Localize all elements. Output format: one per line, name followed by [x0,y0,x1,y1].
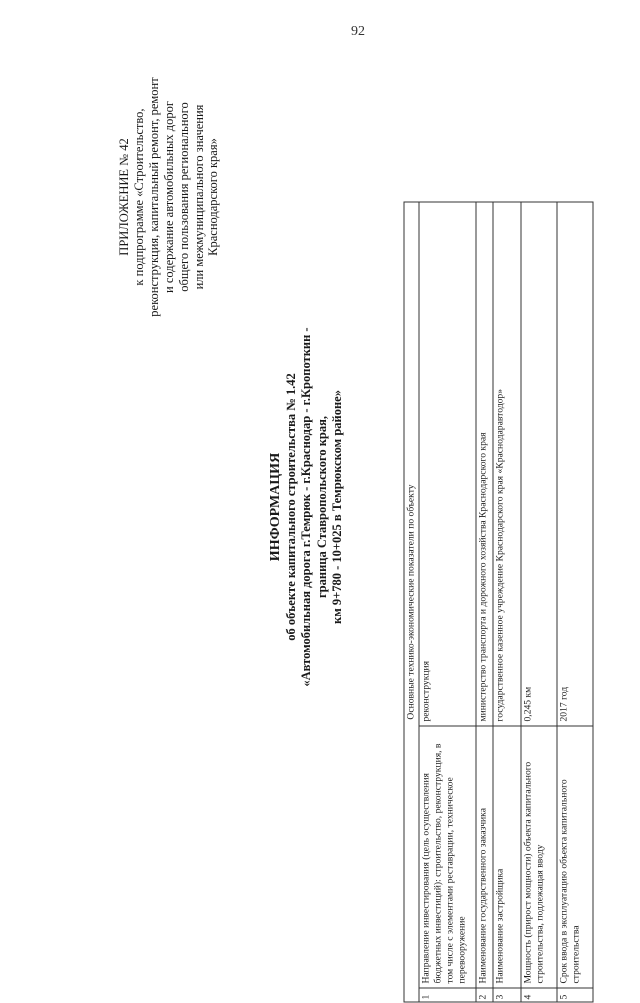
table-row [493,202,521,1002]
appendix-line: ПРИЛОЖЕНИЕ № 42 [117,138,131,256]
appendix-line: Краснодарского края» [206,138,221,256]
row-label: Мощность (прирост мощности) объекта капитального строительства, подлежащая вводу [521,726,557,988]
document-title [268,307,346,707]
table-header: Основные технико-экономические показатели по объекту [404,202,419,1002]
row-label: Срок ввода в эксплуатацию объекта капитального строительства [557,726,593,988]
appendix-block [117,47,221,347]
indicators-table-wrap [404,203,591,1003]
title-subheading: об объекте капитального строительства № 1.42 [283,373,298,641]
appendix-line: к подпрограмме «Строительство, [131,108,146,286]
indicators-table [404,201,594,1002]
appendix-line: реконструкция, капитальный ремонт, ремонт [146,77,161,317]
row-value: министерство транспорта и дорожного хозяйства Краснодарского края [476,202,493,726]
row-value: реконструкция [419,202,476,726]
row-number: 1 [419,988,476,1002]
appendix-line: общего пользования регионального [176,102,191,292]
row-value: государственное казенное учреждение Краснодарского края «Краснодаравтодор» [493,202,521,726]
title-object-line: км 9+780 - 10+025 в Темрюкском районе» [330,390,345,624]
row-value: 0,245 км [521,202,557,726]
row-number: 3 [493,988,521,1002]
table-row [557,202,593,1002]
page-number: 92 [351,24,365,39]
row-number: 5 [557,988,593,1002]
title-object-line: «Автомобильная дорога г.Темрюк - г.Краснодар - г.Кропоткин - граница Ставропольского края, [299,327,329,687]
appendix-line: или межмуниципального значения [191,104,206,290]
table-row [419,202,476,1002]
row-label: Наименование застройщика [493,726,521,988]
row-value: 2017 год [557,202,593,726]
row-number: 2 [476,988,493,1002]
table-row [521,202,557,1002]
row-label: Направление инвестирования (цель осуществления бюджетных инвестиций): строительство, реконструкция, в том числе с элементами реставрации, техническое перевооружение [419,726,476,988]
row-label: Наименование государственного заказчика [476,726,493,988]
row-number: 4 [521,988,557,1002]
appendix-line: и содержание автомобильных дорог [161,101,176,293]
title-heading: ИНФОРМАЦИЯ [268,452,283,562]
table-header-row [404,202,419,1002]
table-row [476,202,493,1002]
